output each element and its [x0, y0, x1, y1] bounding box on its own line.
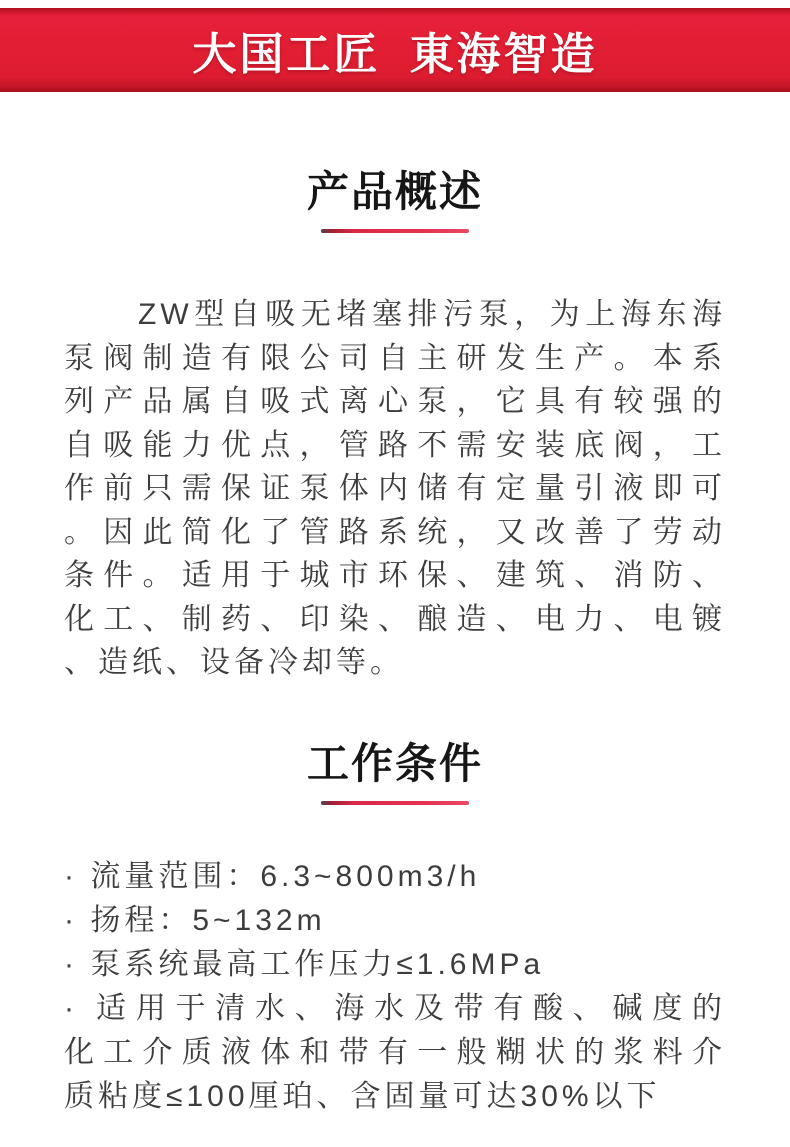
text-line: 作前只需保证泵体内储有定量引液即可: [64, 472, 726, 505]
text-line: · 扬程：5~132m: [64, 903, 326, 937]
overview-paragraph: [64, 293, 726, 685]
text-line: 化工、制药、印染、酿造、电力、电镀: [64, 602, 726, 636]
text-line: 、造纸、设备冷却等。: [64, 646, 404, 679]
text-line: · 适用于清水、海水及带有酸、碱度的: [64, 991, 726, 1025]
overview-heading-underline: [321, 229, 469, 233]
text-line: ZW型自吸无堵塞排污泵，为上海东海: [138, 298, 726, 331]
conditions-section: [0, 739, 790, 1119]
bullet-item: [64, 899, 726, 943]
text-line: · 泵系统最高工作压力≤1.6MPa: [64, 947, 545, 981]
bullet-item: [64, 943, 726, 987]
conditions-heading: 工作条件: [306, 739, 483, 787]
conditions-heading-underline: [321, 801, 469, 805]
bullet-item: [64, 987, 726, 1119]
page: [0, 8, 790, 1147]
text-line: 化工介质液体和带有一般糊状的浆料介: [64, 1035, 726, 1069]
text-line: 列产品属自吸式离心泵，它具有较强的: [64, 385, 726, 418]
text-line: 质粘度≤100厘珀、含固量可达30%以下: [64, 1079, 661, 1113]
overview-section: [0, 170, 790, 685]
banner-title: 大国工匠 東海智造: [192, 30, 598, 79]
text-line: 自吸能力优点，管路不需安装底阀，工: [64, 428, 726, 462]
overview-heading: 产品概述: [306, 168, 483, 215]
text-line: 条件。适用于城市环保、建筑、消防、: [64, 559, 726, 592]
top-banner: [0, 8, 790, 92]
text-line: · 流量范围：6.3~800m3/h: [64, 859, 481, 893]
text-line: 泵阀制造有限公司自主研发生产。本系: [64, 341, 726, 375]
conditions-bullet-list: [64, 855, 726, 1119]
text-line: 。因此简化了管路系统，又改善了劳动: [64, 515, 726, 549]
bullet-item: [64, 855, 726, 899]
